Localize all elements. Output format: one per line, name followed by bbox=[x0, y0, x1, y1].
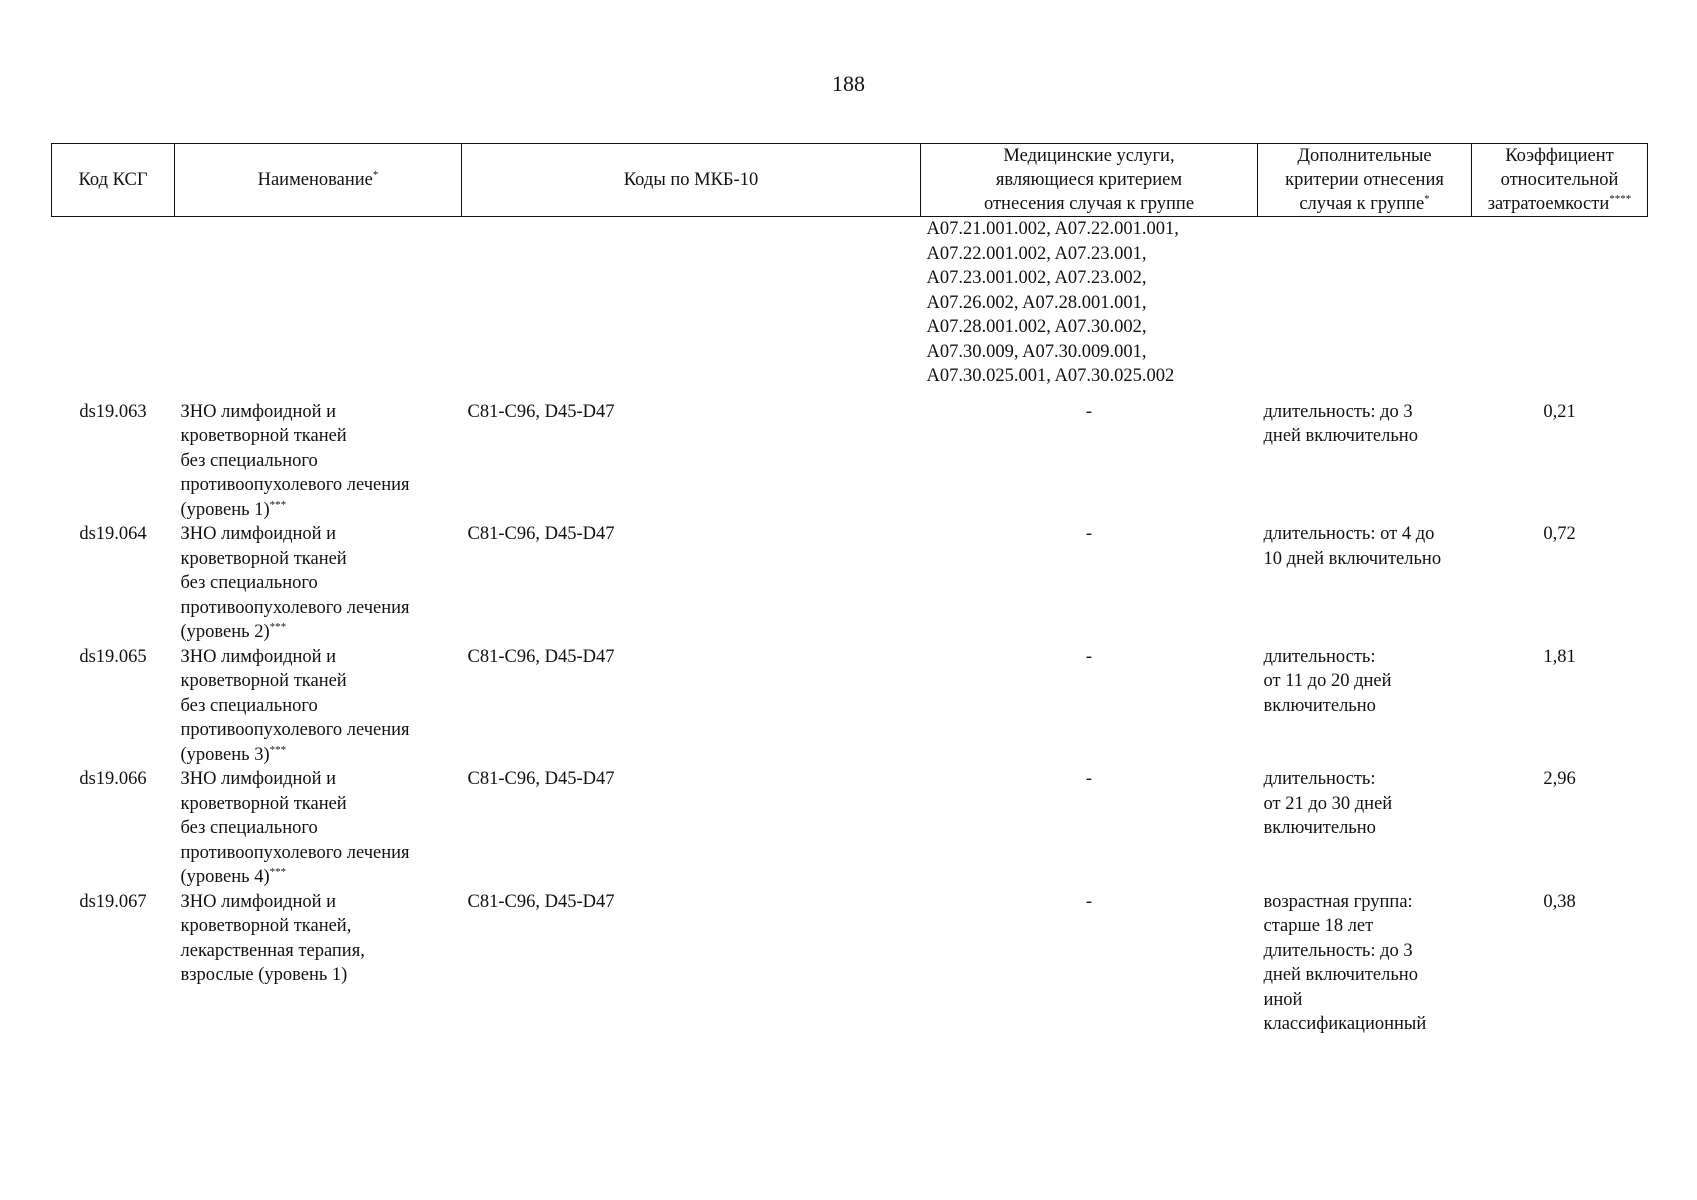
ksg-code-cell: ds19.065 bbox=[79, 646, 147, 667]
services-cell: - bbox=[1085, 891, 1093, 912]
criteria-cell: длительность: от 4 до 10 дней включительно bbox=[1263, 524, 1442, 569]
coefficient-cell: 2,96 bbox=[1543, 769, 1576, 789]
table-row bbox=[52, 890, 1648, 1037]
footnote-mark: * bbox=[1424, 193, 1430, 205]
icd-codes-cell: C81-C96, D45-D47 bbox=[467, 646, 615, 667]
coefficient-cell: 0,38 bbox=[1543, 891, 1576, 912]
footnote-mark: *** bbox=[269, 743, 287, 756]
ksg-table bbox=[51, 143, 1648, 1037]
name-cell: ЗНО лимфоидной и кроветворной тканей, лекарственная терапия, взрослые (уровень 1) bbox=[180, 891, 365, 985]
header-code: Код КСГ bbox=[52, 144, 175, 217]
criteria-cell: длительность: от 21 до 30 дней включительно bbox=[1263, 769, 1393, 838]
header-criteria: Дополнительные критерии отнесения случая к группе* bbox=[1258, 144, 1472, 217]
icd-codes-cell: C81-C96, D45-D47 bbox=[467, 891, 615, 912]
table-row bbox=[52, 645, 1648, 768]
ksg-code-cell: ds19.064 bbox=[79, 524, 147, 544]
coefficient-cell: 0,72 bbox=[1543, 524, 1576, 544]
header-name: Наименование* bbox=[175, 144, 462, 217]
criteria-cell: длительность: от 11 до 20 дней включительно bbox=[1263, 646, 1392, 716]
services-cell: - bbox=[1085, 646, 1093, 667]
footnote-mark: **** bbox=[1609, 193, 1632, 205]
icd-codes-cell: C81-C96, D45-D47 bbox=[467, 524, 615, 544]
table-row bbox=[52, 767, 1648, 890]
table-row-continuation bbox=[52, 217, 1648, 389]
services-cell: - bbox=[1085, 524, 1093, 544]
table-row bbox=[52, 522, 1648, 645]
coefficient-cell: 0,21 bbox=[1543, 401, 1576, 422]
criteria-cell: длительность: до 3 дней включительно bbox=[1263, 401, 1418, 446]
coefficient-cell: 1,81 bbox=[1543, 646, 1576, 667]
page-number: 188 bbox=[832, 71, 865, 96]
footnote-mark: *** bbox=[269, 866, 287, 878]
footnote-mark: *** bbox=[269, 498, 287, 511]
table-header-row bbox=[52, 144, 1648, 217]
ksg-code-cell: ds19.066 bbox=[79, 769, 147, 789]
name-cell: ЗНО лимфоидной и кроветворной тканей без специального противоопухолевого лечения (уровень 1)*** bbox=[180, 401, 410, 520]
name-cell: ЗНО лимфоидной и кроветворной тканей без специального противоопухолевого лечения (уровень 2)*** bbox=[180, 524, 410, 642]
criteria-cell: возрастная группа: старше 18 лет длительность: до 3 дней включительно иной классификационный bbox=[1263, 891, 1427, 1034]
name-cell: ЗНО лимфоидной и кроветворной тканей без специального противоопухолевого лечения (уровень 3)*** bbox=[180, 646, 410, 765]
services-cell: - bbox=[1085, 401, 1093, 422]
icd-codes-cell: C81-C96, D45-D47 bbox=[467, 401, 615, 422]
header-coefficient: Коэффициент относительной затратоемкости**** bbox=[1472, 144, 1648, 217]
footnote-mark: *** bbox=[269, 621, 287, 633]
ksg-code-cell: ds19.067 bbox=[79, 891, 147, 912]
services-cell: - bbox=[1085, 769, 1093, 789]
name-cell: ЗНО лимфоидной и кроветворной тканей без специального противоопухолевого лечения (уровень 4)*** bbox=[180, 769, 410, 887]
icd-codes-cell: C81-C96, D45-D47 bbox=[467, 769, 615, 789]
footnote-mark: * bbox=[372, 169, 379, 181]
ksg-code-cell: ds19.063 bbox=[79, 401, 147, 422]
services-cell: A07.21.001.002, A07.22.001.001, A07.22.001.002, A07.23.001, A07.23.001.002, A07.23.002, A07.26.002, A07.28.001.001, A07.28.001.002, A07.30.002, A07.30.009, A07.30.009.001, A07.30.025.001, A07.30.025.002 bbox=[926, 219, 1179, 386]
header-services: Медицинские услуги, являющиеся критерием отнесения случая к группе bbox=[921, 144, 1258, 217]
table-row bbox=[52, 389, 1648, 523]
header-icd: Коды по МКБ-10 bbox=[462, 144, 921, 217]
